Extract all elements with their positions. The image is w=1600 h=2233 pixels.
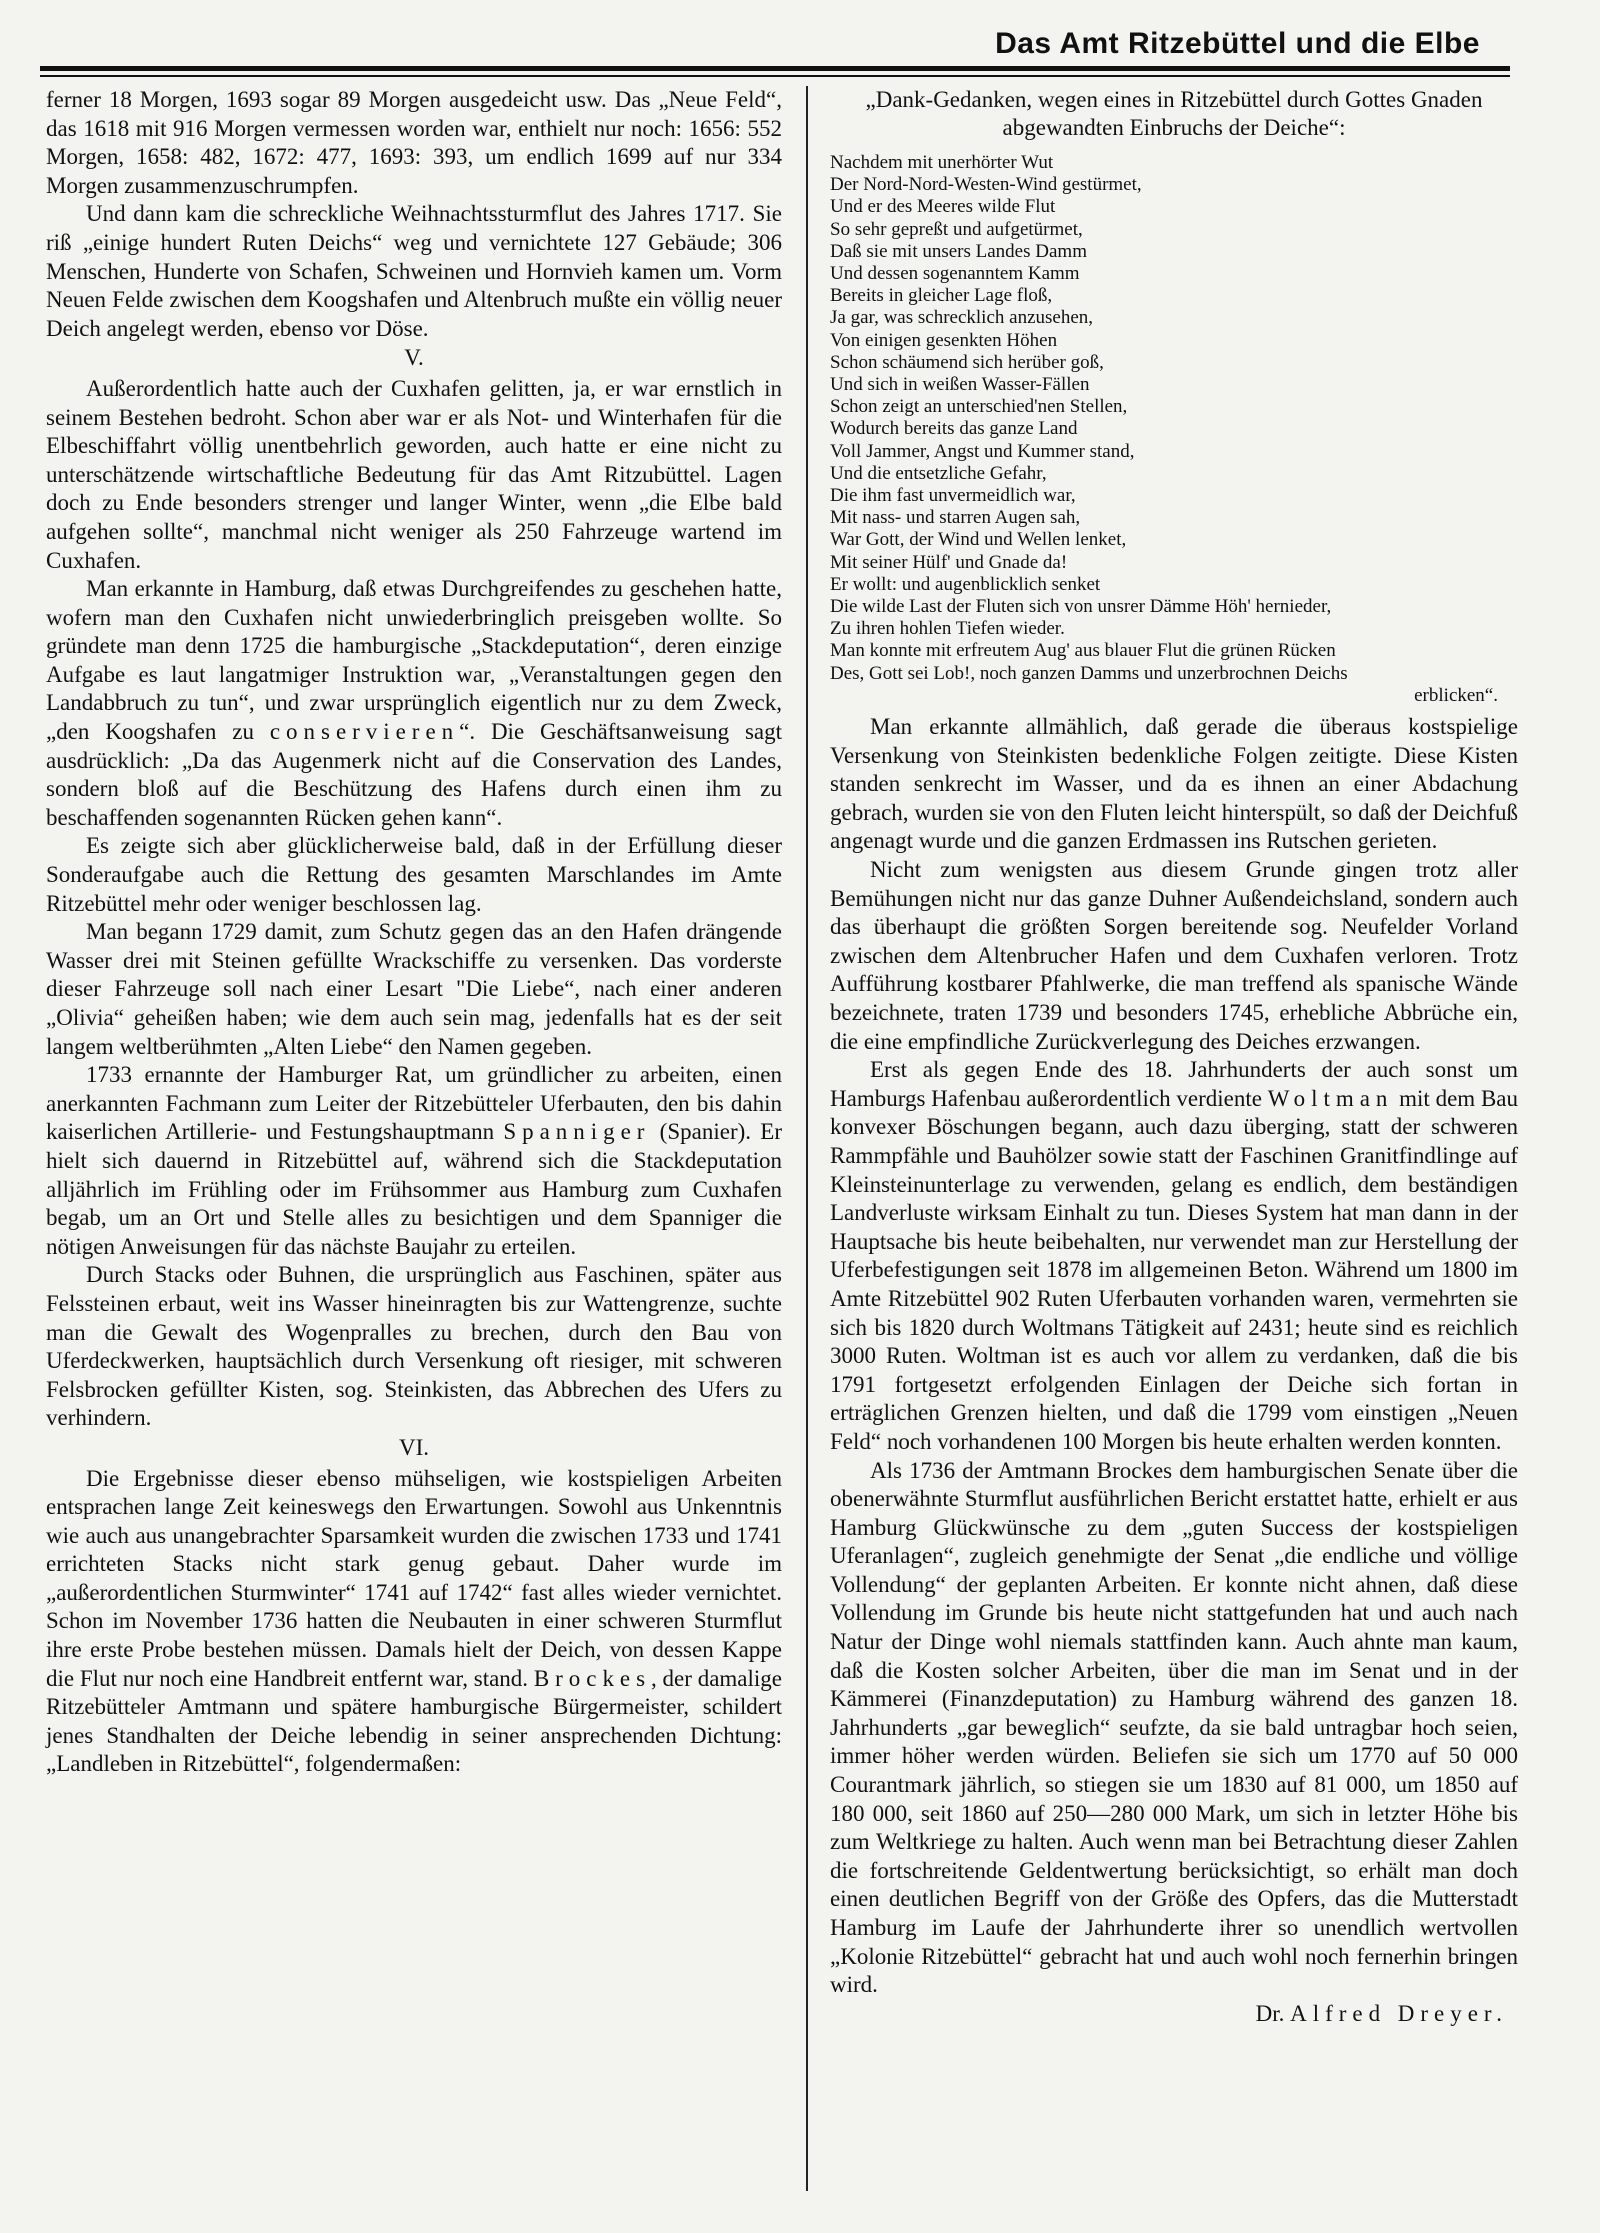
poem-line: Und die entsetzliche Gefahr,: [830, 462, 1047, 484]
paragraph-text: 1733 ernannte der Hamburger Rat, um gründlicher zu arbeiten, einen anerkannten Fachmann zum Leiter der Ritzebütteler Uferbauten, den bis dahin kaiserlichen Artillerie- und Festungshauptmann: [46, 1062, 782, 1145]
spaced-name: Brockes: [533, 1665, 652, 1691]
paragraph: Man erkannte allmählich, daß gerade die überaus kostspielige Versenkung von Steinkisten bedenkliche Folgen zeitigte. Diese Kisten standen senkrecht im Wasser, und da es ihnen an einer Abdachung gebrach, wurden sie von den Fluten leicht hinterspült, so daß der Deichfuß angenagt wurde und die ganzen Erdmassen ins Rutschen gerieten.: [830, 714, 1518, 854]
page-header: [40, 22, 1510, 66]
right-column: [830, 86, 1518, 2028]
poem-line-end: erblicken“.: [1414, 684, 1498, 706]
poem-title: „Dank-Gedanken, wegen eines in Ritzebüttel durch Gottes Gnaden abgewandten Einbruchs der Deiche“:: [865, 87, 1483, 140]
poem-line: Er wollt: und augenblicklich senket: [830, 573, 1101, 595]
column-divider: [806, 86, 808, 2191]
page-title: Das Amt Ritzebüttel und die Elbe: [995, 27, 1480, 60]
poem-line: So sehr gepreßt und aufgetürmet,: [830, 218, 1083, 240]
header-rule-thick: [40, 66, 1510, 71]
paragraph: Es zeigte sich aber glücklicherweise bald, daß in der Erfüllung dieser Sonderaufgabe auch die Rettung des gesamten Marschlandes im Amte Ritzebüttel mehr oder weniger beschlossen lag.: [46, 833, 782, 916]
poem-line: Man konnte mit erfreutem Aug' aus blauer Flut die grünen Rücken: [830, 640, 1336, 662]
paragraph: Als 1736 der Amtmann Brockes dem hamburgischen Senate über die obenerwähnte Sturmflut ausführlichen Bericht erstattet hatte, erhielt er aus Hamburg Glückwünsche zu dem „guten Success der kostspieligen Uferanlagen“, zugleich genehmigte der Senat „die endliche und völlige Vollendung“ der geplanten Arbeiten. Er konnte nicht ahnen, daß diese Vollendung im Grunde bis heute nicht stattgefunden hat und auch nach Natur der Dinge wohl niemals stattfinden kann. Auch ahnte man kaum, daß die Kosten solcher Arbeiten, über die man im Senat und in der Kämmerei (Finanzdeputation) zu Hamburg während des ganzen 18. Jahrhunderts „gar beweglich“ seufzte, da sie bald untragbar hoch seien, immer höher werden würden. Beliefen sie sich um 1770 auf 50 000 Courantmark jährlich, so stiegen sie um 1830 auf 81 000, um 1850 auf 180 000, seit 1860 auf 250—280 000 Mark, um sich in letzter Höhe bis zum Weltkriege zu halten. Auch wenn man bei Betrachtung dieser Zahlen die fortschreitende Geldentwertung berücksichtigt, so erhält man doch einen deutlichen Begriff von der Größe des Opfers, das die Mutterstadt Hamburg im Laufe der Jahrhunderte ihrer so unendlich wertvollen „Kolonie Ritzebüttel“ gebracht hat und auch wohl noch fernerhin bringen wird.: [830, 1457, 1518, 1998]
poem-line: Zu ihren hohlen Tiefen wieder.: [830, 618, 1065, 640]
paragraph-text: Erst als gegen Ende des 18. Jahrhunderts der auch sonst um Hamburgs Hafenbau außerordentlich verdiente: [830, 1057, 1518, 1111]
paragraph-text: Man erkannte in Hamburg, daß etwas Durchgreifendes zu geschehen hatte, wofern man den Cuxhafen nicht unwiederbringlich preisgeben wollte. So gründete man denn 1725 die hamburgische „Stackdeputation“, deren einzige Aufgabe es laut langatmiger Instruktion war, „Veranstaltungen gegen den Landabbruch zu tun“, und zwar ursprünglich eigentlich nur zu dem Zweck, „den Koogshafen zu: [46, 576, 782, 745]
paragraph: ferner 18 Morgen, 1693 sogar 89 Morgen ausgedeicht usw. Das „Neue Feld“, das 1618 mit 916 Morgen vermessen worden war, enthielt nur noch: 1656: 552 Morgen, 1658: 482, 1672: 477, 1693: 393, um endlich 1699 auf nur 334 Morgen zusammenzuschrumpfen.: [46, 87, 782, 198]
poem-line: Und sich in weißen Wasser-Fällen: [830, 374, 1090, 396]
paragraph: Man begann 1729 damit, zum Schutz gegen das an den Hafen drängende Wasser drei mit Steinen gefüllte Wrackschiffe zu versenken. Das vorderste dieser Fahrzeuge soll nach einer Lesart "Die Liebe“, nach einer anderen „Olivia“ geheißen haben; wie dem auch sein mag, jedenfalls hat es der seit langem weltberühmten „Alten Liebe“ den Namen gegeben.: [46, 919, 782, 1059]
paragraph: Und dann kam die schreckliche Weihnachtssturmflut des Jahres 1717. Sie riß „einige hundert Ruten Deichs“ weg und vernichtete 127 Gebäude; 306 Menschen, Hunderte von Schafen, Schweinen und Hornvieh kamen um. Vorm Neuen Felde zwischen dem Koogshafen und Altenbruch mußte ein völlig neuer Deich angelegt werden, ebenso vor Döse.: [46, 201, 782, 341]
paragraph-text: mit dem Bau konvexer Böschungen begann, auch dazu überging, statt der schweren Rammpfähle und Bauhölzer sowie statt der Faschinen Granitfindlinge auf Kleinsteinunterlage zu verwenden, gelang es endlich, dem beständigen Landverluste wirksam Einhalt zu tun. Dieses System hat man dann in der Hauptsache bis heute beibehalten, nur verwendet man zur Herstellung der Uferbefestigungen seit 1878 im allgemeinen Beton. Während um 1800 im Amte Ritzebüttel 902 Ruten Uferbauten vorhanden waren, vermehrten sie sich bis 1820 durch Woltmans Tätigkeit auf 2431; heute sind es reichlich 3000 Ruten. Woltman ist es auch vor allem zu verdanken, daß die bis 1791 fortgesetzt erfolgenden Einlagen der Deiche sich fortan in erträglichen Grenzen hielten, und daß die 1799 vom einstigen „Neuen Feld“ noch vorhandenen 100 Morgen bis heute erhalten werden konnten.: [830, 1085, 1518, 1454]
poem-line: Voll Jammer, Angst und Kummer stand,: [830, 440, 1135, 462]
poem-line: Bereits in gleicher Lage floß,: [830, 285, 1053, 307]
header-rule-thin: [40, 75, 1510, 77]
poem-line: Mit seiner Hülf' und Gnade da!: [830, 551, 1068, 573]
paragraph: [46, 1465, 782, 1780]
poem-line: War Gott, der Wind und Wellen lenket,: [830, 529, 1127, 551]
section-heading: VI.: [398, 1434, 430, 1460]
paragraph-text: , der damalige Ritzebütteler Amtmann und spätere hamburgische Bürgermeister, schildert jenes Standhalten der Deiche lebendig in seiner ansprechenden Dichtung: „Landleben in Ritzebüttel“, folgendermaßen:: [46, 1665, 782, 1777]
paragraph: [46, 1061, 782, 1261]
poem-line: Schon zeigt an unterschied'nen Stellen,: [830, 396, 1128, 418]
signature-name: Alfred Dreyer.: [1290, 2000, 1508, 2026]
poem-line: Ja gar, was schrecklich anzusehen,: [830, 307, 1094, 329]
poem-line: Schon schäumend sich herüber goß,: [830, 351, 1104, 373]
paragraph: [830, 1056, 1518, 1456]
spaced-word: conservieren: [269, 719, 460, 745]
poem-line: Nachdem mit unerhörter Wut: [830, 152, 1054, 173]
paragraph-text: “. Die Geschäftsanweisung sagt ausdrücklich: „Da das Augenmerk nicht auf die Conservation des Landes, sondern bloß auf die Beschützung des Hafens durch einen ihm zu beschaffenden sogenannten Rücken gehen kann“.: [46, 719, 782, 830]
poem-line: Wodurch bereits das ganze Land: [830, 418, 1078, 440]
poem-line: Von einigen gesenkten Höhen: [830, 329, 1058, 351]
signature-title: Dr.: [1255, 2000, 1291, 2026]
paragraph: Nicht zum wenigsten aus diesem Grunde gingen trotz aller Bemühungen nicht nur das ganze Duhner Außendeichsland, sondern auch das überhaupt die größten Sorgen bereitende sog. Neufelder Vorland zwischen dem Altenbrucher Hafen und dem Cuxhafen verloren. Trotz Aufführung kostbarer Pfahlwerke, die man treffend als spanische Wände bezeichnete, traten 1739 und besonders 1745, erhebliche Abbrüche ein, die eine empfindliche Zurückverlegung des Deiches erzwangen.: [830, 857, 1518, 1054]
author-signature: [830, 2000, 1518, 2029]
poem-line: Der Nord-Nord-Westen-Wind gestürmet,: [830, 174, 1142, 196]
poem-line: Des, Gott sei Lob!, noch ganzen Damms und unzerbrochnen Deichs: [830, 662, 1348, 684]
paragraph-text: (Spanier). Er hielt sich dauernd in Ritzebüttel auf, während sich die Stackdeputation alljährlich im Frühling oder im Frühsommer aus Hamburg zum Cuxhafen begab, um an Ort und Stelle alles zu besichtigen und dem Spanniger die nötigen Anweisungen für das nächste Baujahr zu erteilen.: [46, 1119, 782, 1259]
paragraph: Durch Stacks oder Buhnen, die ursprünglich aus Faschinen, später aus Felssteinen erbaut, weit ins Wasser hineinragten bis zur Wattengrenze, suchte man die Gewalt des Wogenpralles zu brechen, durch den Bau von Uferdeckwerken, hauptsächlich durch Versenkung oft riesiger, mit schweren Felsbrocken gefüllter Kisten, sog. Steinkisten, das Abbrechen des Ufers zu verhindern.: [46, 1262, 782, 1431]
poem-line: Die wilde Last der Fluten sich von unsrer Dämme Höh' hernieder,: [830, 596, 1332, 618]
poem-line: Mit nass- und starren Augen sah,: [830, 507, 1081, 529]
paragraph-text: Die Ergebnisse dieser ebenso mühseligen, wie kostspieligen Arbeiten entsprachen lange Zeit keineswegs den Erwartungen. Sowohl aus Unkenntnis wie auch aus unangebrachter Sparsamkeit wurden die zwischen 1733 und 1741 errichteten Stacks nicht stark genug gebaut. Daher wurde im „außerordentlichen Sturmwinter“ 1741 auf 1742“ fast alles wieder vernichtet. Schon im November 1736 hatten die Neubauten in einer schweren Sturmflut ihre erste Probe bestehen müssen. Damals hielt der Deich, von dessen Kappe die Flut nur noch eine Handbreit entfernt war, stand.: [46, 1465, 782, 1691]
spaced-name: Spanniger: [503, 1119, 651, 1145]
paragraph: [46, 575, 782, 832]
poem-line: Daß sie mit unsers Landes Damm: [830, 240, 1087, 262]
spaced-name: Woltman: [1267, 1085, 1394, 1111]
paragraph: Außerordentlich hatte auch der Cuxhafen gelitten, ja, er war ernstlich in seinem Bestehen bedroht. Schon aber war er als Not- und Winterhafen für die Elbeschiffahrt völlig unentbehrlich geworden, auch hatte er eine nicht zu unterschätzende wirtschaftliche Bedeutung für das Amt Ritzubüttel. Lagen doch zu Ende besonders strenger und langer Winter, wenn „die Elbe bald aufgehen sollte“, manchmal nicht weniger als 250 Fahrzeuge wartend im Cuxhafen.: [46, 375, 782, 573]
poem-line: Und dessen sogenanntem Kamm: [830, 263, 1080, 285]
poem-line: Und er des Meeres wilde Flut: [830, 196, 1056, 218]
poem-line: Die ihm fast unvermeidlich war,: [830, 485, 1076, 507]
poem: [830, 152, 1518, 707]
left-column: [46, 86, 782, 1779]
section-heading: V.: [404, 345, 424, 371]
